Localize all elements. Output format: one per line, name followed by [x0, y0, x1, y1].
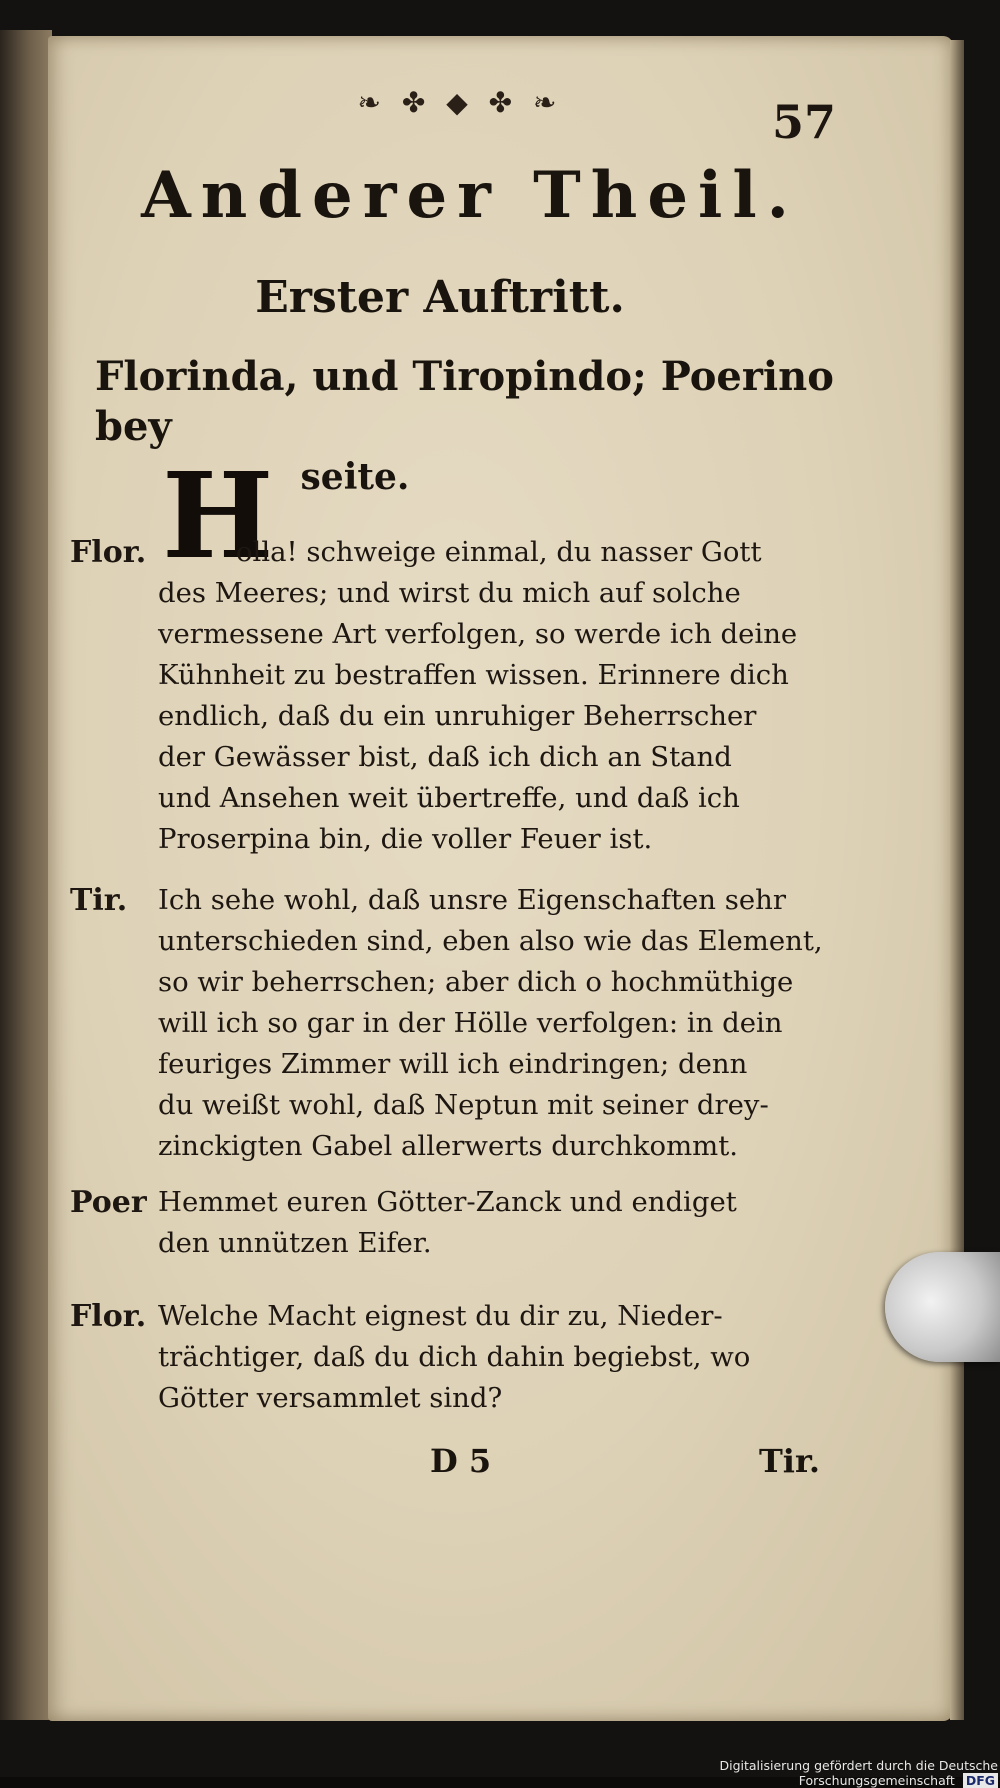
facing-page-edge: [0, 30, 52, 1720]
dfg-logo: DFG: [963, 1773, 998, 1788]
persons-line-1: Florinda, und Tiropindo; Poerino bey: [95, 353, 834, 450]
header-ornament: ❧ ✤ ◆ ✤ ❧: [357, 86, 563, 119]
speech-3: [70, 1182, 830, 1264]
speech-line: zinckigten Gabel allerwerts durchkommt.: [158, 1130, 739, 1162]
speech-line: den unnützen Eifer.: [158, 1227, 432, 1259]
digitization-credit: [590, 1758, 998, 1788]
speech-line: endlich, daß du ein unruhiger Beherrscher: [158, 700, 757, 732]
speech-line: vermessene Art verfolgen, so werde ich deine: [158, 618, 798, 650]
speech-line: des Meeres; und wirst du mich auf solche: [158, 577, 741, 609]
act-title: Anderer Theil.: [141, 158, 799, 233]
speech-line: der Gewässer bist, daß ich dich an Stand: [158, 741, 732, 773]
speech-2: [70, 880, 830, 1167]
speech-line: Ich sehe wohl, daß unsre Eigenschaften sehr: [158, 884, 787, 916]
speaker-label: Flor.: [70, 535, 147, 570]
speech-line: du weißt wohl, daß Neptun mit seiner drey-: [158, 1089, 769, 1121]
speech-line: trächtiger, daß du dich dahin begiebst, wo: [158, 1341, 751, 1373]
page-footer: [70, 1442, 820, 1492]
scanner-tab: [885, 1252, 1000, 1362]
signature-mark: D 5: [430, 1442, 492, 1480]
scene-heading: Erster Auftritt.: [255, 272, 625, 323]
speaker-label: Tir.: [70, 883, 128, 918]
page-number: 57: [772, 95, 837, 149]
speaker-label: Poer: [70, 1185, 147, 1220]
speech-line: will ich so gar in der Hölle verfolgen: in dein: [158, 1007, 783, 1039]
speech-line: Proserpina bin, die voller Feuer ist.: [158, 823, 653, 855]
speech-line: Götter versammlet sind?: [158, 1382, 503, 1414]
drop-cap: H: [162, 446, 274, 585]
speech-line: unterschieden sind, eben also wie das Element,: [158, 925, 823, 957]
credit-text: Digitalisierung gefördert durch die Deutsche Forschungsgemeinschaft: [719, 1758, 998, 1788]
speech-line: feuriges Zimmer will ich eindringen; denn: [158, 1048, 748, 1080]
page-fore-edge: [950, 40, 964, 1720]
speech-line: und Ansehen weit übertreffe, und daß ich: [158, 782, 740, 814]
speech-line: so wir beherrschen; aber dich o hochmüthige: [158, 966, 794, 998]
speaker-label: Flor.: [70, 1299, 147, 1334]
speech-line: Hemmet euren Götter-Zanck und endiget: [158, 1186, 737, 1218]
speech-line: Kühnheit zu bestraffen wissen. Erinnere dich: [158, 659, 789, 691]
speech-1: [70, 532, 830, 860]
persons-line-2: seite.: [300, 456, 410, 498]
speech-4: [70, 1296, 830, 1419]
speech-line: Welche Macht eignest du dir zu, Nieder-: [158, 1300, 723, 1332]
catchword: Tir.: [758, 1442, 820, 1480]
speech-line: olla! schweige einmal, du nasser Gott: [236, 536, 762, 568]
